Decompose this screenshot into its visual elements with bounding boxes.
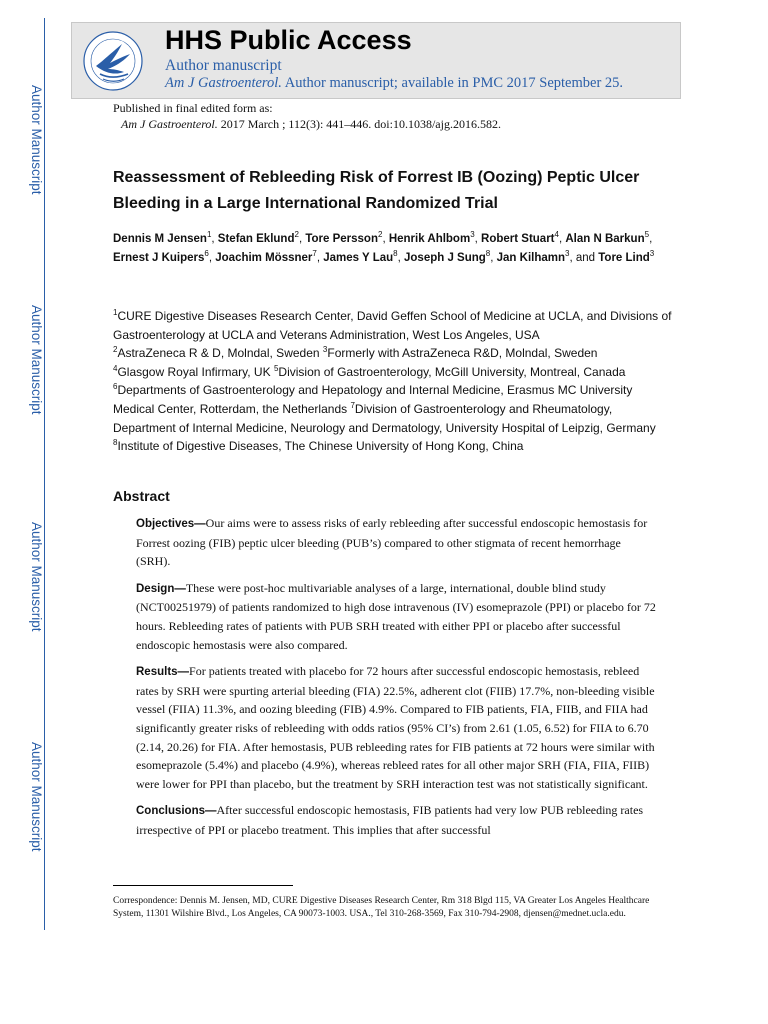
section-label: Design— (136, 582, 186, 595)
affil-text: Departments of Gastroenterology and Hepatology and Internal Medicine, Erasmus MC University Medical Center, Rotterdam, the Netherlands (113, 383, 633, 416)
journal-name: Am J Gastroenterol. (165, 75, 282, 91)
author-name: Henrik Ahlbom (388, 233, 471, 245)
affil-text: Institute of Digestive Diseases, The Chinese University of Hong Kong, China (117, 439, 524, 454)
affil-marker: 6 (113, 382, 118, 392)
section-text: Our aims were to assess risks of early rebleeding after successful endoscopic hemostasis for Forrest oozing (FIB) peptic ulcer bleeding (PUB’s) compared to other stigmata of recent hemorrhage (SRH). (136, 516, 648, 569)
section-label: Results— (136, 666, 190, 679)
author-name: Tore Persson (305, 233, 378, 245)
footnote-rule (113, 885, 293, 886)
section-label: Conclusions— (136, 805, 217, 818)
abstract-design (136, 579, 656, 654)
author-name: James Y Lau (323, 252, 394, 264)
author-name: Joseph J Sung (404, 252, 486, 264)
affil-marker: 5 (273, 363, 279, 373)
author-affil: 8 (485, 249, 491, 259)
author-name: Alan N Barkun (565, 233, 645, 245)
author-name: Ernest J Kuipers (113, 252, 205, 264)
section-text: For patients treated with placebo for 72 hours after successful endoscopic hemostasis, rebleed rates by SRH were spurting arterial bleeding (FIA) 22.5%, adherent clot (FIIB) 17.7%, non-bleeding visible vessel (FIIA) 11.3%, and oozing bleeding (FIB) 4.9%. Compared to FIB patients, FIA, FIIB, and FIIA had significantly greater risks of rebleeding with odds ratios (95% CI’s) from 2.61 (1.05, 6.52) for FIIA to 6.70 (2.14, 20.26) for FIA. After hemostasis, PUB rebleeding rates for FIB patients at 72 hours were similar with esomeprazole (5.4%) and placebo (4.9%), whereas rebleed rates for all other major SRH (FIA, FIIA, FIIB) were lower for PPI than placebo, but the treatment by SRH interaction test was not statistically significant. (136, 664, 655, 791)
author-name: Joachim Mössner (215, 252, 313, 264)
affil-marker: 8 (113, 438, 118, 448)
footnote-text: Correspondence: Dennis M. Jensen, MD, CURE Digestive Diseases Research Center, Rm 318 Blgd 115, VA Greater Los Angeles Healthcare System, 11301 Wilshire Blvd., Los Angeles, CA 90073-1003. USA., Tel 310-268-3569, Fax 310-794-2908, djensen@mednet.ucla.edu. (113, 896, 650, 919)
author-affil: 1 (206, 230, 212, 240)
affil-marker: 4 (113, 363, 118, 373)
author-manuscript-label: Author manuscript (165, 57, 282, 74)
abstract-body (136, 514, 656, 848)
author-affil: 5 (644, 230, 650, 240)
paper-title: Reassessment of Rebleeding Risk of Forrest IB (Oozing) Peptic Ulcer Bleeding in a Large International Randomized Trial (113, 169, 640, 212)
section-text: These were post-hoc multivariable analyses of a large, international, double blind study (NCT00251979) of patients randomized to high dose intravenous (IV) esomeprazole (PPI) or placebo for 72 hours. Rebleeding rates of patients with PUB SRH treated with either PPI or placebo after successful endoscopic hemostasis were also compared. (136, 580, 656, 652)
abstract-objectives (136, 514, 656, 571)
author-affil: 8 (393, 249, 398, 259)
journal-availability (165, 75, 623, 92)
correspondence-footnote (113, 895, 653, 920)
author-affil: 6 (204, 249, 209, 259)
header-banner (71, 22, 681, 99)
author-affil: 7 (312, 249, 317, 259)
author-affil: 2 (377, 230, 383, 240)
author-name: Jan Kilhamn (496, 252, 566, 264)
author-affil: 3 (649, 249, 655, 259)
sidebar-label: Author Manuscript (29, 742, 44, 852)
affil-marker: 2 (113, 345, 118, 355)
section-text: After successful endoscopic hemostasis, FIB patients had very low PUB rebleeding rates irrespective of PPI or placebo treatment. This implies that after successful (136, 803, 644, 837)
published-journal: Am J Gastroenterol. (121, 117, 218, 131)
affil-text: Formerly with AstraZeneca R&D, Molndal, Sweden (327, 346, 598, 361)
sidebar-label: Author Manuscript (29, 305, 44, 415)
author-affil: 3 (470, 230, 475, 240)
author-affil: 2 (294, 230, 299, 240)
affil-marker: 1 (113, 308, 118, 317)
affil-text: CURE Digestive Diseases Research Center, David Geffen School of Medicine at UCLA, and Divisions of Gastroenterology at UCLA and Veterans Administration, West Los Angeles, USA (113, 309, 672, 342)
author-name: Tore Lind (598, 252, 650, 264)
sidebar-label: Author Manuscript (29, 85, 44, 195)
author-name: Dennis M Jensen (113, 233, 207, 245)
sidebar-label: Author Manuscript (29, 522, 44, 632)
availability-text: Author manuscript; available in PMC 2017 September 25. (284, 75, 624, 91)
published-info (113, 100, 501, 132)
affil-text: Division of Gastroenterology and Rheumatology, Department of Internal Medicine, Neurology and Dermatology, University Hospital of Leipzig, Germany (113, 401, 656, 435)
abstract-heading: Abstract (113, 488, 170, 504)
sidebar-rule (44, 18, 45, 930)
affil-text: AstraZeneca R & D, Molndal, Sweden (117, 346, 320, 361)
published-label: Published in final edited form as: (113, 101, 273, 115)
affil-text: Division of Gastroenterology, McGill University, Montreal, Canada (278, 364, 626, 379)
affil-text: Glasgow Royal Infirmary, UK (117, 364, 271, 379)
author-affil: 3 (565, 249, 570, 259)
affil-marker: 3 (322, 345, 328, 355)
author-name: Stefan Eklund (217, 233, 295, 245)
abstract-conclusions (136, 801, 656, 839)
affil-marker: 7 (350, 400, 355, 410)
abstract-results (136, 662, 656, 793)
affiliations (113, 307, 673, 456)
hhs-eagle-seal-icon (82, 30, 144, 92)
author-list: Dennis M Jensen$^1$, Stefan Eklund$^2$, Tore Persson$^2$, Henrik Ahlbom$^3$, Robert Stuart$^4$, Alan N Barkun$^5$, Ernest J Kuipers$^6$, Joachim Mössner$^7$, James Y Lau$^8$, Joseph J Sung$^8$, Jan Kilhamn$^3$, and Tore Lind$^3$ (113, 230, 655, 264)
author-name: Robert Stuart (481, 233, 555, 245)
hhs-title: HHS Public Access (165, 25, 412, 55)
author-affil: 4 (554, 230, 559, 240)
citation-text: 2017 March ; 112(3): 441–446. doi:10.1038/ajg.2016.582. (220, 117, 501, 131)
section-label: Objectives— (136, 518, 206, 530)
published-citation (113, 116, 501, 132)
